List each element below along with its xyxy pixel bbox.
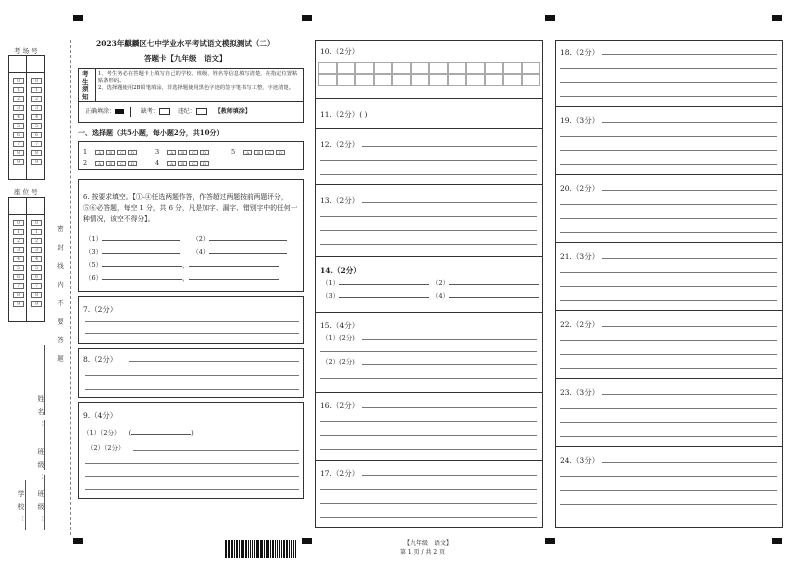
digit-bubble-0[interactable]: 0 xyxy=(13,220,24,226)
q24-label: 24.（3分） xyxy=(560,456,600,465)
q6-blank-6-label: （6） xyxy=(85,274,103,282)
digit-bubble-1[interactable]: 1 xyxy=(31,87,42,93)
answer-line[interactable] xyxy=(560,286,777,287)
grid-cell[interactable] xyxy=(318,74,337,86)
digit-bubble-7[interactable]: 7 xyxy=(13,141,24,147)
mc-option-a[interactable]: A xyxy=(95,161,104,166)
mc-option-d[interactable]: D xyxy=(276,150,285,155)
mc-option-a[interactable]: A xyxy=(167,161,176,166)
q9-sub1-label: （1）（2分） ( ) xyxy=(83,429,194,437)
digit-bubble-7[interactable]: 7 xyxy=(13,283,24,289)
q6-blank-5b[interactable] xyxy=(189,266,279,267)
q6-text: 6. 按要求填空。【①-④任选两题作答，作答超过两题按前两题评分，⑤⑥必答题，每空 1 分，共 6 分，凡是加字、漏字、错别字中的任何一种情况，该空不得分】。 xyxy=(83,193,298,223)
mc-question-3 xyxy=(155,148,211,156)
footer-page: 第 1 页 / 共 2 页 xyxy=(400,549,446,556)
digit-bubble-3[interactable]: 3 xyxy=(31,247,42,253)
q9-box xyxy=(78,402,304,499)
seal-dashed-line xyxy=(70,40,71,535)
digit-bubble-2[interactable]: 2 xyxy=(13,96,24,102)
digit-bubble-9[interactable]: 9 xyxy=(13,159,24,165)
q6-blank-3[interactable] xyxy=(102,253,180,254)
mc-box xyxy=(78,141,304,170)
q21-label: 21.（3分） xyxy=(560,252,600,261)
name-label: 姓名： xyxy=(37,395,45,434)
q13-label: 13.（2分） xyxy=(320,196,360,205)
q7-box xyxy=(78,296,304,344)
q6-blank-2[interactable] xyxy=(209,240,287,241)
digit-bubble-6[interactable]: 6 xyxy=(13,274,24,280)
exam-no-label: 考 场 号 xyxy=(14,47,38,55)
digit-bubble-4[interactable]: 4 xyxy=(31,114,42,120)
answer-line[interactable] xyxy=(560,504,777,505)
mc-option-d[interactable]: D xyxy=(200,161,209,166)
q9-sub1-blank[interactable] xyxy=(131,434,191,435)
answer-line[interactable] xyxy=(602,394,777,395)
correct-fill-label: 正确填涂： xyxy=(85,108,116,115)
answer-line[interactable] xyxy=(560,436,777,437)
notice-item-1: 1、考生务必在答题卡上填写自己的学校、班级、姓名等信息填写清楚，在指定位置粘贴条形码。 xyxy=(98,71,298,84)
mc-question-4 xyxy=(155,159,211,167)
answer-line[interactable] xyxy=(560,340,777,341)
mc-option-d[interactable]: D xyxy=(128,150,137,155)
absent-checkbox[interactable] xyxy=(159,108,170,115)
mc-question-number: 3 xyxy=(155,148,160,156)
seat-no-label: 座 位 号 xyxy=(14,188,38,196)
grid-cell[interactable] xyxy=(485,74,504,86)
grid-cell[interactable] xyxy=(374,62,393,74)
mc-option-d[interactable]: D xyxy=(200,150,209,155)
digit-bubble-0[interactable]: 0 xyxy=(31,78,42,84)
q6-blank-5a[interactable] xyxy=(102,266,182,267)
mc-question-5 xyxy=(231,148,287,156)
answer-line[interactable] xyxy=(560,300,777,301)
q9-sub2-label: （2）（2分） xyxy=(87,444,125,452)
q6-blank-2-label: （2） xyxy=(192,235,210,243)
answer-line[interactable] xyxy=(560,136,777,137)
mc-option-a[interactable]: A xyxy=(243,150,252,155)
q10-writing-grid[interactable] xyxy=(318,62,540,86)
digit-bubble-2[interactable]: 2 xyxy=(31,238,42,244)
answer-line[interactable] xyxy=(560,150,777,151)
q18-label: 18.（2分） xyxy=(560,48,600,57)
mc-question-number: 2 xyxy=(83,159,88,167)
mc-option-b[interactable]: B xyxy=(106,161,115,166)
fill-row xyxy=(85,106,300,117)
sheet-title: 2023年麒麟区七中学业水平考试语文模拟测试（二） xyxy=(96,39,275,48)
notice-label: 考生须知 xyxy=(82,70,89,101)
mc-option-c[interactable]: C xyxy=(189,150,198,155)
registration-mark xyxy=(545,538,555,544)
answer-line[interactable] xyxy=(560,422,777,423)
digit-bubble-1[interactable]: 1 xyxy=(13,229,24,235)
digit-bubble-8[interactable]: 8 xyxy=(13,150,24,156)
mc-option-a[interactable]: A xyxy=(95,150,104,155)
q19-label: 19.（3分） xyxy=(560,116,600,125)
grid-cell[interactable] xyxy=(522,62,541,74)
grid-cell[interactable] xyxy=(355,74,374,86)
q16-label: 16.（2分） xyxy=(320,401,360,410)
q14-blank-2[interactable]: （2） xyxy=(432,278,539,287)
q8-label: 8.（2分） xyxy=(83,355,118,364)
grid-cell[interactable] xyxy=(466,74,485,86)
correct-fill-sample xyxy=(115,109,124,114)
grid-cell[interactable] xyxy=(318,62,337,74)
q6-blank-5-label: （5） xyxy=(85,261,103,269)
q15-label: 15.（4分） xyxy=(320,321,360,330)
digit-bubble-8[interactable]: 8 xyxy=(13,292,24,298)
registration-mark xyxy=(73,538,83,544)
digit-bubble-2[interactable]: 2 xyxy=(13,238,24,244)
grid-cell[interactable] xyxy=(522,74,541,86)
digit-bubble-1[interactable]: 1 xyxy=(13,87,24,93)
digit-bubble-5[interactable]: 5 xyxy=(31,265,42,271)
digit-bubble-0[interactable]: 0 xyxy=(13,78,24,84)
registration-mark xyxy=(772,538,782,544)
grid-cell[interactable] xyxy=(429,74,448,86)
answer-line[interactable] xyxy=(560,368,777,369)
answer-line[interactable] xyxy=(560,82,777,83)
answer-line[interactable] xyxy=(602,190,777,191)
q6-blank-6b[interactable] xyxy=(189,279,279,280)
absent-label: 缺考： xyxy=(140,108,159,115)
grid-cell[interactable] xyxy=(429,62,448,74)
digit-bubble-9[interactable]: 9 xyxy=(31,159,42,165)
mc-option-c[interactable]: C xyxy=(265,150,274,155)
digit-bubble-4[interactable]: 4 xyxy=(13,256,24,262)
grid-cell[interactable] xyxy=(374,74,393,86)
grid-cell[interactable] xyxy=(485,62,504,74)
footer-subject: 【九年级 语文】 xyxy=(404,540,453,547)
q22-label: 22.（2分） xyxy=(560,320,600,329)
mc-option-c[interactable]: C xyxy=(189,161,198,166)
mc-option-a[interactable]: A xyxy=(167,150,176,155)
answer-line[interactable] xyxy=(602,122,777,123)
q15-sub2-label: （2）(2分) xyxy=(322,358,355,366)
mc-question-1 xyxy=(83,148,139,156)
digit-bubble-6[interactable]: 6 xyxy=(31,274,42,280)
digit-bubble-8[interactable]: 8 xyxy=(31,150,42,156)
digit-bubble-5[interactable]: 5 xyxy=(13,265,24,271)
mc-question-2 xyxy=(83,159,139,167)
class-label: 班级： xyxy=(37,448,45,487)
grid-cell[interactable] xyxy=(448,74,467,86)
registration-mark xyxy=(545,15,555,21)
seal-line-text: 密 封 线 内 不 要 答 题 xyxy=(56,225,64,367)
grid-cell[interactable] xyxy=(411,74,430,86)
digit-bubble-9[interactable]: 9 xyxy=(31,301,42,307)
digit-bubble-3[interactable]: 3 xyxy=(31,105,42,111)
violation-label: 违纪： xyxy=(177,108,196,115)
digit-bubble-2[interactable]: 2 xyxy=(31,96,42,102)
mc-question-number: 4 xyxy=(155,159,160,167)
mc-option-c[interactable]: C xyxy=(117,150,126,155)
barcode xyxy=(225,540,297,558)
digit-bubble-9[interactable]: 9 xyxy=(13,301,24,307)
q6-blank-1-label: （1） xyxy=(85,235,103,243)
answer-line[interactable] xyxy=(560,476,777,477)
q10-label: 10.（2分） xyxy=(320,47,360,56)
notice-item-2: 2、选择题使用2B铅笔填涂，非选择题使用黑色字迹的签字笔书写工整，字迹清楚。 xyxy=(98,85,295,91)
section1-title: 一、选择题（共5小题，每小题2分，共10分） xyxy=(78,128,224,137)
q6-box: 6. 按要求填空。【①-④任选两题作答，作答超过两题按前两题评分，⑤⑥必答题，每空 1 分，共 6 分，凡是加字、漏字、错别字中的任何一种情况，该空不得分】。 （1） （2） （3） （4） （5） ， （6） ， xyxy=(78,179,304,292)
q12-label: 12.（2分） xyxy=(320,140,360,149)
q6-blank-6a[interactable] xyxy=(102,279,182,280)
answer-line[interactable] xyxy=(560,490,777,491)
digit-bubble-8[interactable]: 8 xyxy=(31,292,42,298)
answer-line[interactable] xyxy=(560,232,777,233)
mc-option-b[interactable]: B xyxy=(254,150,263,155)
answer-line[interactable] xyxy=(602,462,777,463)
sheet-subtitle: 答题卡【九年级 语文】 xyxy=(144,54,227,63)
answer-line[interactable] xyxy=(560,164,777,165)
digit-bubble-3[interactable]: 3 xyxy=(13,247,24,253)
digit-bubble-0[interactable]: 0 xyxy=(31,220,42,226)
answer-line[interactable] xyxy=(560,354,777,355)
exam-no-grid xyxy=(8,55,45,180)
mc-question-number: 5 xyxy=(231,148,236,156)
mc-question-number: 1 xyxy=(83,148,88,156)
class-label-alt: 班级： xyxy=(37,490,45,529)
violation-checkbox[interactable] xyxy=(196,108,207,115)
q20-label: 20.（2分） xyxy=(560,184,600,193)
answer-line[interactable] xyxy=(560,218,777,219)
digit-bubble-7[interactable]: 7 xyxy=(31,283,42,289)
grid-cell[interactable] xyxy=(337,62,356,74)
grid-cell[interactable] xyxy=(355,62,374,74)
digit-bubble-7[interactable]: 7 xyxy=(31,141,42,147)
answer-line[interactable] xyxy=(602,54,777,55)
registration-mark xyxy=(772,15,782,21)
answer-line[interactable] xyxy=(602,326,777,327)
mc-option-b[interactable]: B xyxy=(106,150,115,155)
mc-option-c[interactable]: C xyxy=(117,161,126,166)
q23-label: 23.（3分） xyxy=(560,388,600,397)
grid-cell[interactable] xyxy=(448,62,467,74)
digit-bubble-4[interactable]: 4 xyxy=(31,256,42,262)
mc-option-b[interactable]: B xyxy=(178,150,187,155)
mc-option-d[interactable]: D xyxy=(128,161,137,166)
q6-blank-1[interactable] xyxy=(102,240,180,241)
registration-mark xyxy=(302,15,312,21)
digit-bubble-6[interactable]: 6 xyxy=(31,132,42,138)
grid-cell[interactable] xyxy=(392,62,411,74)
q6-blank-4-label: （4） xyxy=(192,248,210,256)
grid-cell[interactable] xyxy=(503,74,522,86)
digit-bubble-4[interactable]: 4 xyxy=(13,114,24,120)
q8-box xyxy=(78,348,304,398)
answer-line[interactable] xyxy=(560,408,777,409)
q7-label: 7.（2分） xyxy=(83,305,118,314)
q17-label: 17.（2分） xyxy=(320,469,360,478)
q11-label: 11.（2分）( ) xyxy=(320,110,368,119)
digit-bubble-1[interactable]: 1 xyxy=(31,229,42,235)
digit-bubble-6[interactable]: 6 xyxy=(13,132,24,138)
registration-mark xyxy=(302,538,312,544)
answer-line[interactable] xyxy=(560,96,777,97)
grid-cell[interactable] xyxy=(411,62,430,74)
teacher-fill-label: 【教师填涂】 xyxy=(214,108,251,115)
digit-bubble-3[interactable]: 3 xyxy=(13,105,24,111)
grid-cell[interactable] xyxy=(392,74,411,86)
q14-blank-1[interactable]: （1） xyxy=(322,278,429,287)
q14-label: 14.（2分） xyxy=(320,266,361,275)
registration-mark xyxy=(73,15,83,21)
q14-blank-3[interactable]: （3） xyxy=(322,291,429,300)
q6-blank-3-label: （3） xyxy=(85,248,103,256)
answer-line[interactable] xyxy=(560,68,777,69)
grid-cell[interactable] xyxy=(503,62,522,74)
q9-label: 9.（4分） xyxy=(83,411,118,420)
grid-cell[interactable] xyxy=(337,74,356,86)
digit-bubble-5[interactable]: 5 xyxy=(31,123,42,129)
q14-blank-4[interactable]: （4） xyxy=(432,291,539,300)
school-label: 学校： xyxy=(17,490,25,529)
mc-option-b[interactable]: B xyxy=(178,161,187,166)
grid-cell[interactable] xyxy=(466,62,485,74)
answer-line[interactable] xyxy=(560,272,777,273)
q15-sub1-label: （1）(2分) xyxy=(322,334,355,342)
notice-box xyxy=(78,68,304,123)
answer-line[interactable] xyxy=(560,204,777,205)
answer-line[interactable] xyxy=(602,258,777,259)
seat-no-grid xyxy=(8,197,45,322)
digit-bubble-5[interactable]: 5 xyxy=(13,123,24,129)
q6-blank-4[interactable] xyxy=(209,253,287,254)
